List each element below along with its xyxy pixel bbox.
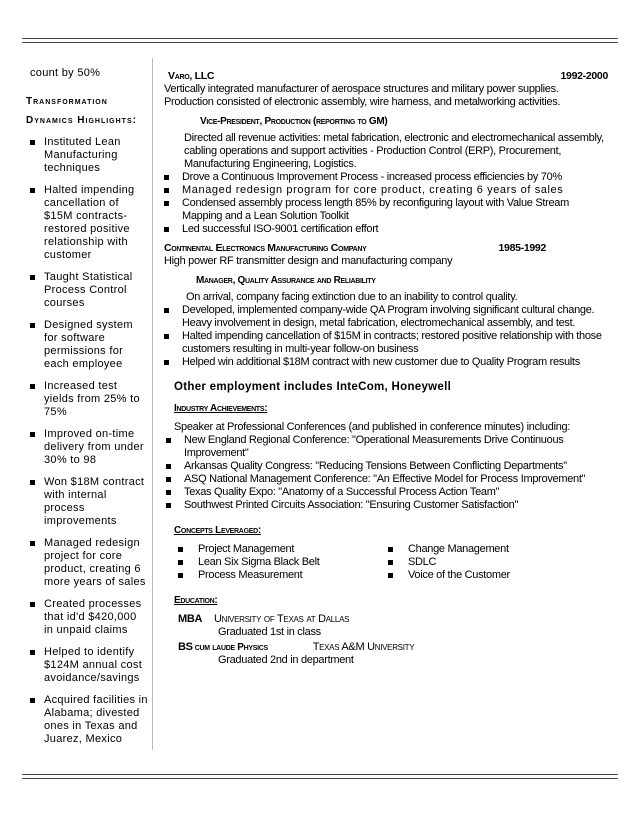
bullet-icon [178,547,183,552]
list-item: Taught Statistical Process Control courses [30,271,148,310]
list-item: ASQ National Management Conference: "An Effective Model for Process Improvement" [166,473,608,486]
job-role: Vice-President, Production (reporting to GM) [200,116,388,127]
concepts-right [388,543,588,582]
sidebar [26,67,148,755]
list-item: Led successful ISO-9001 certification effort [164,223,608,236]
list-item: Halted impending cancellation of $15M contracts-restored positive relationship with customer [30,184,148,262]
job-years: 1985-1992 [498,242,546,254]
other-employment: Other employment includes InteCom, Honeywell [174,381,452,393]
list-item: Southwest Printed Circuits Association: "Ensuring Customer Satisfaction" [166,499,608,512]
honors: cum laude Physics [194,642,268,653]
bullet-icon [164,334,169,339]
job-header [168,70,608,83]
bullet-icon [164,175,169,180]
school-name: University of Texas at Dallas [214,613,350,625]
list-item: Condensed assembly process length 85% by reconfiguring layout with Value Stream Mapping and a Lean Solution Toolkit [164,197,608,223]
job-bullets [164,171,608,236]
top-rule [22,38,618,39]
sidebar-top-text: count by 50% [30,67,101,79]
list-item: New England Regional Conference: "Operational Measurements Drive Continuous Improvement" [166,434,608,460]
concepts-left [178,543,388,582]
education-entry [178,613,608,626]
bullet-icon [388,573,393,578]
list-item: Lean Six Sigma Black Belt [178,556,388,569]
education-note: Graduated 2nd in department [218,654,354,666]
list-item: Helped to identify $124M annual cost avoidance/savings [30,646,148,685]
job-summary: Directed all revenue activities: metal fabrication, electronic and electromechanical assembly, cabling operations and support activities - Production Control (ERP), Procurement, Manufacturing Engineering, Logistics. [184,132,604,170]
bullet-icon [164,308,169,313]
column-divider [152,58,153,750]
company-name: Continental Electronics Manufacturing Company [164,242,367,254]
bullet-icon [388,547,393,552]
list-item: Helped win additional $18M contract with new customer due to Quality Program results [164,356,608,369]
sidebar-heading: Transformation Dynamics Highlights: [26,96,137,126]
bottom-rule-inner [22,778,618,779]
list-item: Created processes that id'd $420,000 in unpaid claims [30,598,148,637]
bullet-icon [30,480,35,485]
bullet-icon [30,384,35,389]
bullet-icon [30,602,35,607]
list-item: Designed system for software permissions for each employee [30,319,148,371]
top-rule-inner [22,42,618,43]
bullet-icon [166,503,171,508]
list-item: Project Management [178,543,388,556]
list-item: Voice of the Customer [388,569,588,582]
education-heading: Education: [174,595,218,606]
list-item: Won $18M contract with internal process improvements [30,476,148,528]
bullet-icon [388,560,393,565]
list-item: Arkansas Quality Congress: "Reducing Tensions Between Conflicting Departments" [166,460,608,473]
degree: BS [178,641,193,653]
bullet-icon [164,360,169,365]
school-name: Texas A&M University [312,641,415,653]
list-item: Process Measurement [178,569,388,582]
job-role: Manager, Quality Assurance and Reliability [196,275,376,286]
bullet-icon [30,650,35,655]
bullet-icon [30,323,35,328]
bottom-rule [22,774,618,775]
highlights-list [30,136,148,746]
job-bullets [164,304,608,369]
list-item: Increased test yields from 25% to 75% [30,380,148,419]
list-item: Instituted Lean Manufacturing techniques [30,136,148,175]
main-content [164,70,608,667]
job-summary: On arrival, company facing extinction due to an inability to control quality. [186,291,518,303]
bullet-icon [30,698,35,703]
bullet-icon [178,560,183,565]
list-item: Drove a Continuous Improvement Process - increased process efficiencies by 70% [164,171,608,184]
bullet-icon [30,432,35,437]
list-item: Managed redesign program for core product, creating 6 years of sales [164,184,608,197]
industry-heading: Industry Achievements: [174,403,268,414]
company-description: High power RF transmitter design and manufacturing company [164,255,453,267]
bullet-icon [164,201,169,206]
list-item: Acquired facilities in Alabama; divested ones in Texas and Juarez, Mexico [30,694,148,746]
bullet-icon [30,541,35,546]
company-description: Vertically integrated manufacturer of aerospace structures and military power supplies. Production consisted of electronic assembly, wire harness, and metalworking activities. [164,83,561,108]
bullet-icon [166,438,171,443]
bullet-icon [30,140,35,145]
bullet-icon [166,464,171,469]
job-header [164,242,546,255]
list-item: Texas Quality Expo: "Anatomy of a Successful Process Action Team" [166,486,608,499]
bullet-icon [166,477,171,482]
concepts-grid [178,543,608,582]
list-item: Improved on-time delivery from under 30% to 98 [30,428,148,467]
job-years: 1992-2000 [560,70,608,82]
bullet-icon [164,227,169,232]
education-note: Graduated 1st in class [218,626,321,638]
industry-intro: Speaker at Professional Conferences (and published in conference minutes) including: [174,421,571,433]
degree: MBA [178,613,203,625]
bullet-icon [30,275,35,280]
education-entry [178,641,608,654]
bullet-icon [30,188,35,193]
list-item: SDLC [388,556,588,569]
list-item: Managed redesign project for core product, creating 6 more years of sales [30,537,148,589]
company-name: Varo, LLC [168,70,215,82]
list-item: Developed, implemented company-wide QA Program involving significant cultural change. Heavy involvement in design, metal fabrication, electromechanical assembly, and test. [164,304,608,330]
bullet-icon [164,188,169,193]
conference-list [166,434,608,512]
bullet-icon [166,490,171,495]
list-item: Halted impending cancellation of $15M in contracts; restored positive relationship with those customers resulting in multi-year follow-on business [164,330,608,356]
bullet-icon [178,573,183,578]
list-item: Change Management [388,543,588,556]
concepts-heading: Concepts Leveraged: [174,525,261,536]
